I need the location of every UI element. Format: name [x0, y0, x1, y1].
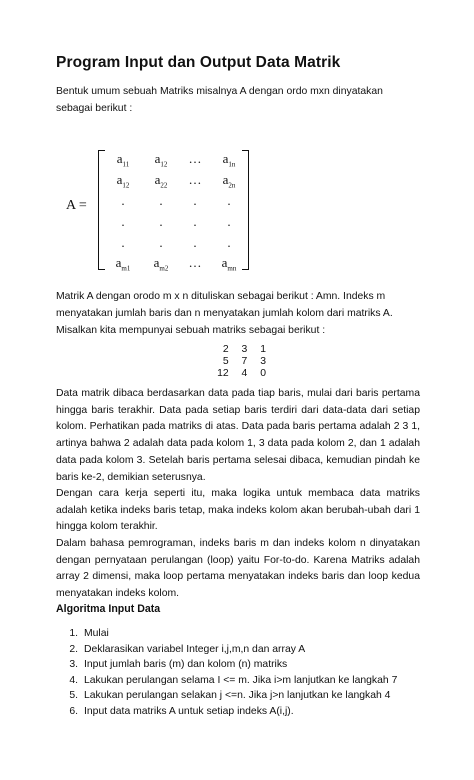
example-matrix-row [210, 344, 266, 356]
list-item: 5. Lakukan perulangan selakan j <=n. Jika j>n lanjutkan ke langkah 4 [69, 690, 391, 702]
list-item: 2. Deklarasikan variabel Integer i,j,m,n dan array A [69, 643, 306, 655]
left-bracket [98, 150, 105, 270]
reading-paragraph: Data matrik dibaca berdasarkan data pada tiap baris, mulai dari baris pertama hingga baris terakhir. Data pada setiap baris terdiri dari data-data dari setiap kolom. Perhatikan pada matriks di atas. Data pada baris pertama adalah 2 3 1, artinya bahwa 2 adalah data pada kolom 1, 3 data pada kolom 2, dan 1 adalah data pada kolom 3. Setelah baris pertama selesai dibaca, kemudian pindah ke baris ke-2, demikian seterusnya. [56, 388, 420, 483]
matrix-cell: 3 [241, 344, 248, 355]
matrix-entry: . [227, 214, 231, 229]
matrix-label: A = [66, 198, 87, 213]
list-item: 1. Mulai [69, 628, 109, 639]
matrix-entry: . [159, 214, 163, 229]
example-intro-paragraph: Misalkan kita mempunyai sebuah matriks sebagai berikut : [56, 325, 326, 336]
matrix-entry: $a_{11}$ [116, 151, 130, 169]
matrix-entry: … [188, 255, 202, 270]
matrix-entry: $a_{12}$ [116, 172, 130, 190]
matrix-entry: $a_{22}$ [154, 172, 168, 190]
programming-paragraph: Dalam bahasa pemrograman, indeks baris m dan indeks kolom n dinyatakan dengan pernyataan perulangan (loop) yaitu For-to-do. Karena Matriks adalah array 2 dimensi, maka loop pertama menyatakan indeks baris dan loop kedua menyatakan indeks kolom. [56, 538, 420, 600]
matrix-entry: $a_{m1}$ [115, 255, 131, 273]
list-item: 4. Lakukan perulangan selama I <= m. Jika i>m lanjutkan ke langkah 7 [69, 674, 398, 686]
matrix-cell: 2 [222, 344, 229, 355]
matrix-entry: . [193, 214, 197, 229]
example-matrix-row [210, 368, 266, 380]
matrix-entry: . [121, 235, 125, 250]
page-title: Program Input dan Output Data Matrik [56, 54, 341, 71]
matrix-cell: 4 [241, 368, 248, 379]
algorithm-heading: Algoritma Input Data [56, 603, 161, 615]
matrix-entry: … [188, 172, 202, 187]
matrix-cell: 1 [260, 344, 266, 355]
matrix-entry: . [227, 193, 231, 208]
matrix-entry: $a_{mn}$ [221, 255, 237, 273]
matrix-entry: . [159, 193, 163, 208]
matrix-entry: . [193, 193, 197, 208]
list-item: 6. Input data matriks A untuk setiap indeks A(i,j). [69, 705, 294, 717]
logic-paragraph: Dengan cara kerja seperti itu, maka logika untuk membaca data matriks adalah ketika indeks baris tetap, maka indeks kolom akan berubah-ubah dari 1 hingga kolom terakhir. [56, 488, 420, 533]
matrix-cell: 0 [260, 368, 266, 379]
matrix-entry: $a_{12}$ [154, 151, 168, 169]
example-matrix [210, 344, 266, 380]
general-matrix [66, 148, 256, 272]
matrix-cell: 7 [241, 356, 248, 367]
matrix-entry: . [121, 193, 125, 208]
matrix-entry: . [227, 235, 231, 250]
matrix-entry: . [159, 235, 163, 250]
intro-paragraph: Bentuk umum sebuah Matriks misalnya A dengan ordo mxn dinyatakan sebagai berikut : [56, 86, 383, 114]
matrix-entry: … [188, 151, 202, 166]
list-item: 3. Input jumlah baris (m) dan kolom (n) matriks [69, 659, 288, 671]
matrix-entry: . [121, 214, 125, 229]
algorithm-steps-list [56, 626, 426, 720]
matrix-cell: 12 [217, 368, 229, 379]
matrix-entry: $a_{1n}$ [222, 151, 236, 169]
example-matrix-row [210, 356, 266, 368]
matrix-entry: $a_{m2}$ [153, 255, 169, 273]
matrix-entry: . [193, 235, 197, 250]
matrix-entry: $a_{2n}$ [222, 172, 236, 190]
matrix-cell: 3 [260, 356, 266, 367]
matrix-cell: 5 [222, 356, 229, 367]
matrix-description-paragraph: Matrik A dengan orodo m x n dituliskan sebagai berikut : Amn. Indeks m menyatakan jumlah baris dan n menyatakan jumlah kolom dari matriks A. [56, 291, 393, 319]
